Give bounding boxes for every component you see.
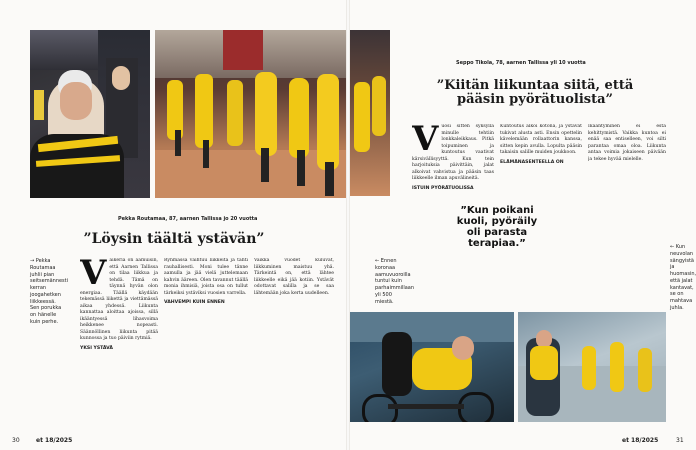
page-gutter [346, 0, 350, 450]
left-body-text-3: Vaikka vuodet kuluvat, liikkuminen maistuu yhä. Tärkeintä on, että lähtee liikkeelle eikä jää kotiin. Ystävät odottavat salilla ja se saa lähtemään joka kerta uudelleen. [254, 258, 334, 296]
cycling-photo [348, 312, 514, 422]
left-headline: ”Löysin täältä ystävän” [83, 231, 265, 247]
left-body-column-3 [254, 258, 334, 432]
arrow-icon-right-2: ← [670, 244, 676, 250]
left-body-text-1: aikeria on aamuisin, että Aarnen Tallissa on tilaa liikkua ja tehdä. Tämä on täynnä hyvän olon energiaa. Täällä käydään tekemässä liikettä ja viettämässä aikaa yhdessä. Liikunta kannattaa aloittaa ajoissa, sillä ikääntyessä lihasvoima heikkenee nopeasti. Säännöllinen liikunta pitää kunnossa ja tuo päiviin rytmiä. [80, 258, 158, 342]
right-side-caption-1 [375, 258, 415, 305]
right-body-text-1: uosi sitten syksyllä minulle tehtiin lonkkaleikkaus. Pitkä toipuminen ja kuntoutus vaativat kärsivällisyyttä. Kun tein harjoituksia päivittäin, jalat alkoivat vahvistua ja pääsin taas liikkeelle ilman apuvälineitä. [412, 124, 494, 182]
left-subhead-2-text: VAHVEMPI KUIN ENNEN [164, 300, 225, 306]
right-page-number: 31 [676, 437, 684, 444]
dropcap-v: V [80, 258, 107, 293]
left-page-number: 30 [12, 437, 20, 444]
portrait-photo-pekka [30, 30, 150, 198]
right-magazine-issue: et 18/2025 [622, 437, 659, 444]
exercise-class-photo-continued [348, 30, 390, 196]
pull-quote: ”Kun poikani kuoli, pyöräily oli parasta terapiaa.” [456, 205, 538, 249]
right-headline: ”Kiitän liikuntaa siitä, että pääsin pyörätuolista” [436, 78, 634, 107]
right-side-caption-1-text: Ennen koronaa aamuvuoroilla tuntui kuin parhaimmillaan yli 500 miestä. [375, 258, 415, 305]
exercise-class-photo [155, 30, 348, 198]
left-subhead-1-text: YKSI YSTÄVÄ [80, 345, 113, 351]
right-side-caption-2-text: Kun neuvolan sängyistä ja huomasin, että jalat kantavat, se on mahtava juhla. [670, 244, 696, 311]
left-side-caption [30, 258, 69, 326]
dropcap-v-right: V [412, 124, 439, 159]
right-side-caption-2 [670, 244, 696, 312]
right-body-text-2: Kuntoutus alkoi kotona, ja ystävät tukivat alusta asti. Ensin opettelin kävelemään rollaattorin kanssa, sitten kepin avulla. Lopulta pääsin takaisin salille muiden joukkoon. [500, 124, 582, 156]
arrow-icon-right-1: ← [375, 258, 381, 264]
arrow-icon: → [30, 258, 36, 264]
left-side-caption-text: Pekka Routamaa juhlii pian seitsemännesti kerran joogahetken liikkeessä. Sen porukka on hänelle kuin perhe. [30, 258, 69, 325]
left-photo-caption: Pekka Routamaa, 87, aarnen Tallissa jo 20 vuotta [118, 216, 258, 222]
right-subhead-1-text: ISTUIN PYÖRÄTUOLISSA [412, 185, 474, 191]
left-magazine-issue: et 18/2025 [36, 437, 73, 444]
right-subhead-1 [412, 186, 494, 193]
right-body-column-3 [588, 124, 666, 304]
right-subhead-2-text: ELÄMÄNASENTEELLA ON [500, 159, 564, 165]
left-subhead-1 [80, 346, 158, 353]
walking-photo [518, 312, 666, 422]
left-body-text-2: Ryhmässä vaihtuu liikkeitä ja tahti rauhallisesti. Moni tulee tänne aamulla ja jää vielä juttelemaan kahvin ääreen. Olen tavannut täällä monia ihmisiä, joista osa on tullut tärkeiksi ystäviksi vuosien varrella. [164, 258, 248, 296]
left-body-column-2 [164, 258, 248, 432]
right-subhead-2 [500, 160, 582, 167]
left-body-column-1 [80, 258, 158, 432]
right-photo-caption: Seppo Tikola, 78, aarnen Tallissa yli 10 vuotta [456, 60, 586, 66]
left-subhead-2 [164, 300, 248, 307]
right-body-text-3: Ikääntyminen ei estä kehittymistä. Vaikka kuntoa ei enää saa entiselleen, voi silti parantaa omaa oloa. Liikunta antaa voimia jokaiseen päivään ja tekee hyvää mielelle. [588, 124, 666, 162]
